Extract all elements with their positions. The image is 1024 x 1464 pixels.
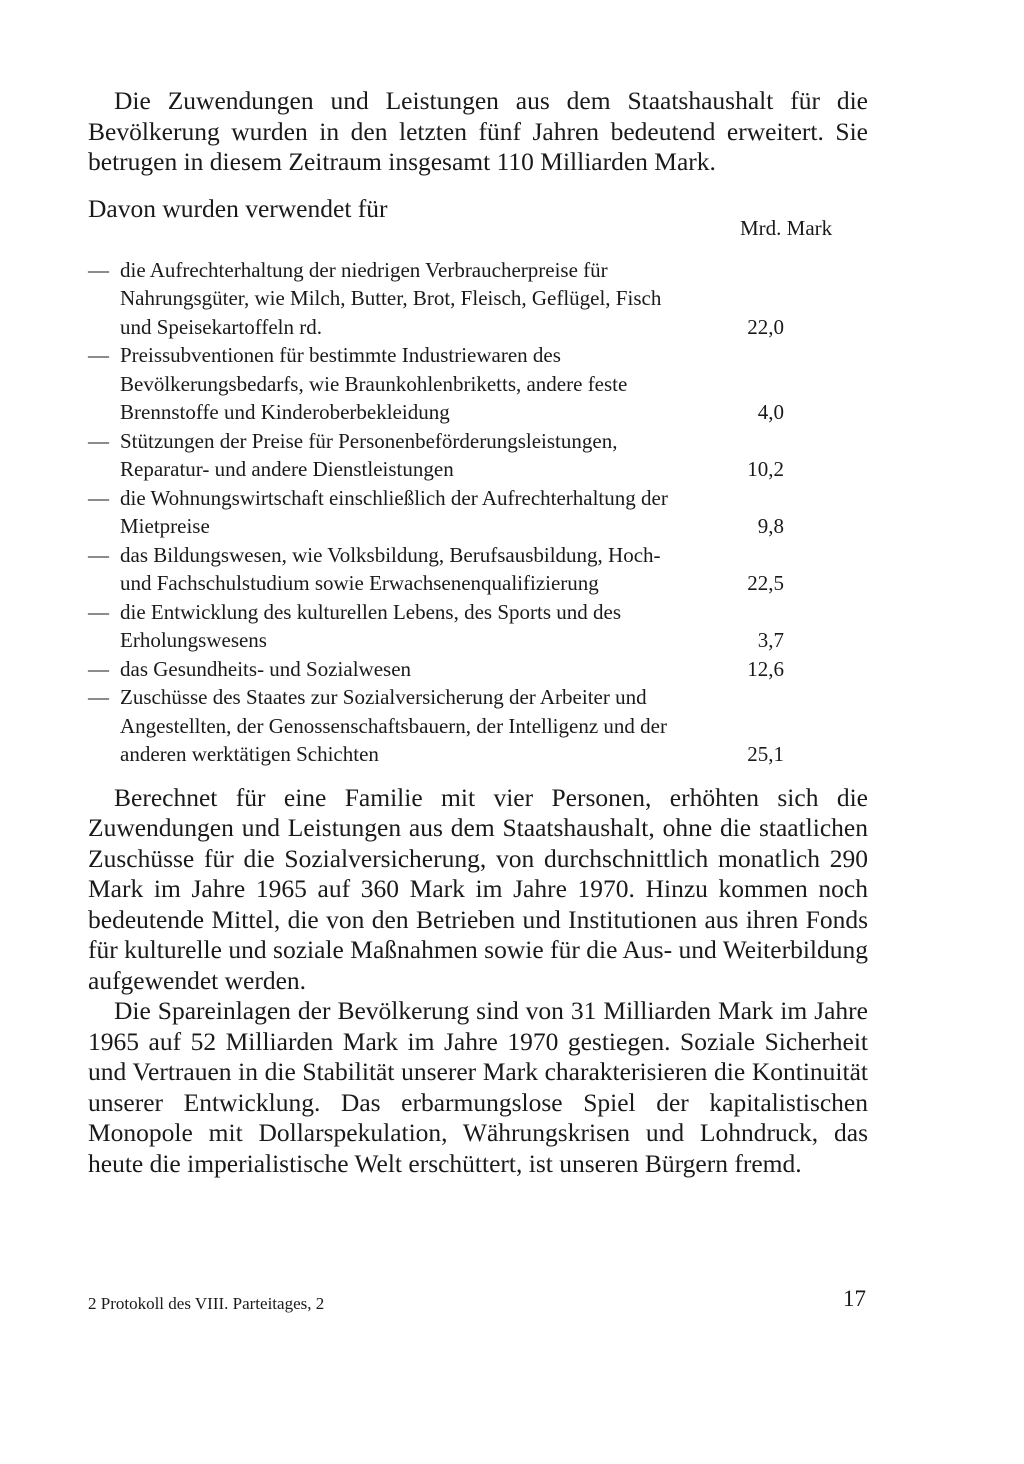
item-value: 22,0 <box>747 314 784 339</box>
page-content <box>88 86 868 1179</box>
dash-bullet: — <box>88 542 109 567</box>
footnote: 2 Protokoll des VIII. Parteitages, 2 <box>88 1294 325 1313</box>
list-item <box>88 655 868 684</box>
list-item <box>88 683 868 769</box>
list-item <box>88 484 868 541</box>
item-value: 9,8 <box>757 514 784 538</box>
item-value: 22,5 <box>747 571 784 595</box>
list-intro: Davon wurden verwendet für <box>88 193 388 223</box>
expenditure-list <box>88 256 868 769</box>
page-number: 17 <box>843 1286 866 1311</box>
dash-bullet: — <box>88 656 109 681</box>
item-text: Stützungen der Preise für Personenbeförderungsleistungen, Reparatur- und andere Dienstleistungen <box>120 428 618 481</box>
item-text: Zuschüsse des Staates zur Sozialversicherung der Arbeiter und Angestellten, der Genossenschaftsbauern, der Intelligenz und der anderen werktätigen Schichten <box>120 685 667 766</box>
item-text: die Entwicklung des kulturellen Lebens, des Sports und des Erholungswesens <box>120 599 621 652</box>
intro-paragraph: Die Zuwendungen und Leistungen aus dem Staatshaushalt für die Bevölkerung wurden in den letzten fünf Jahren bedeutend erweitert. Sie betrugen in diesem Zeitraum insgesamt 110 Milliarden Mark. <box>88 86 868 176</box>
body-text <box>88 783 868 1180</box>
dash-bullet: — <box>88 257 109 282</box>
unit-header: Mrd. Mark <box>740 215 833 240</box>
list-item <box>88 256 868 342</box>
dash-bullet: — <box>88 485 109 510</box>
item-text: die Wohnungswirtschaft einschließlich der Aufrechterhaltung der Mietpreise <box>120 485 668 538</box>
paragraph-family: Berechnet für eine Familie mit vier Personen, erhöhten sich die Zuwendungen und Leistungen aus dem Staatshaushalt, ohne die staatlichen Zuschüsse für die Sozialversicherung, von durchschnittlich monatlich 290 Mark im Jahre 1965 auf 360 Mark im Jahre 1970. Hinzu kommen noch bedeutende Mittel, die von den Betrieben und Institutionen aus ihren Fonds für kulturelle und soziale Maßnahmen sowie für die Aus- und Weiterbildung aufgewendet werden. <box>88 782 868 995</box>
list-item <box>88 427 868 484</box>
item-value: 4,0 <box>757 400 784 424</box>
item-text: das Bildungswesen, wie Volksbildung, Berufsausbildung, Hoch- und Fachschulstudium sowie Erwachsenenqualifizierung <box>120 542 661 595</box>
list-item <box>88 341 868 427</box>
item-text: Preissubventionen für bestimmte Industriewaren des Bevölkerungsbedarfs, wie Braunkohlenbriketts, andere feste Brennstoffe und Kinderoberbekleidung <box>120 343 628 424</box>
list-item <box>88 598 868 655</box>
list-item <box>88 541 868 598</box>
dash-bullet: — <box>88 428 109 453</box>
item-value: 25,1 <box>747 742 784 766</box>
page-footer <box>88 1287 868 1317</box>
item-text: die Aufrechterhaltung der niedrigen Verbraucherpreise für Nahrungsgüter, wie Milch, Butter, Brot, Fleisch, Geflügel, Fisch und Speisekartoffeln rd. <box>120 257 662 339</box>
item-text: das Gesundheits- und Sozialwesen <box>120 656 412 681</box>
paragraph-savings: Die Spareinlagen der Bevölkerung sind von 31 Milliarden Mark im Jahre 1965 auf 52 Milliarden Mark im Jahre 1970 gestiegen. Soziale Sicherheit und Vertrauen in die Stabilität unserer Mark charakterisieren die Kontinuität unserer Entwicklung. Das erbarmungslose Spiel der kapitalistischen Monopole mit Dollarspekulation, Währungskrisen und Lohndruck, das heute die imperialistische Welt erschüttert, ist unseren Bürgern fremd. <box>88 996 868 1178</box>
dash-bullet: — <box>88 343 109 367</box>
item-value: 12,6 <box>747 656 784 681</box>
item-value: 10,2 <box>747 457 784 481</box>
dash-bullet: — <box>88 685 109 709</box>
item-value: 3,7 <box>757 628 784 652</box>
list-header <box>88 194 868 256</box>
dash-bullet: — <box>88 599 109 624</box>
